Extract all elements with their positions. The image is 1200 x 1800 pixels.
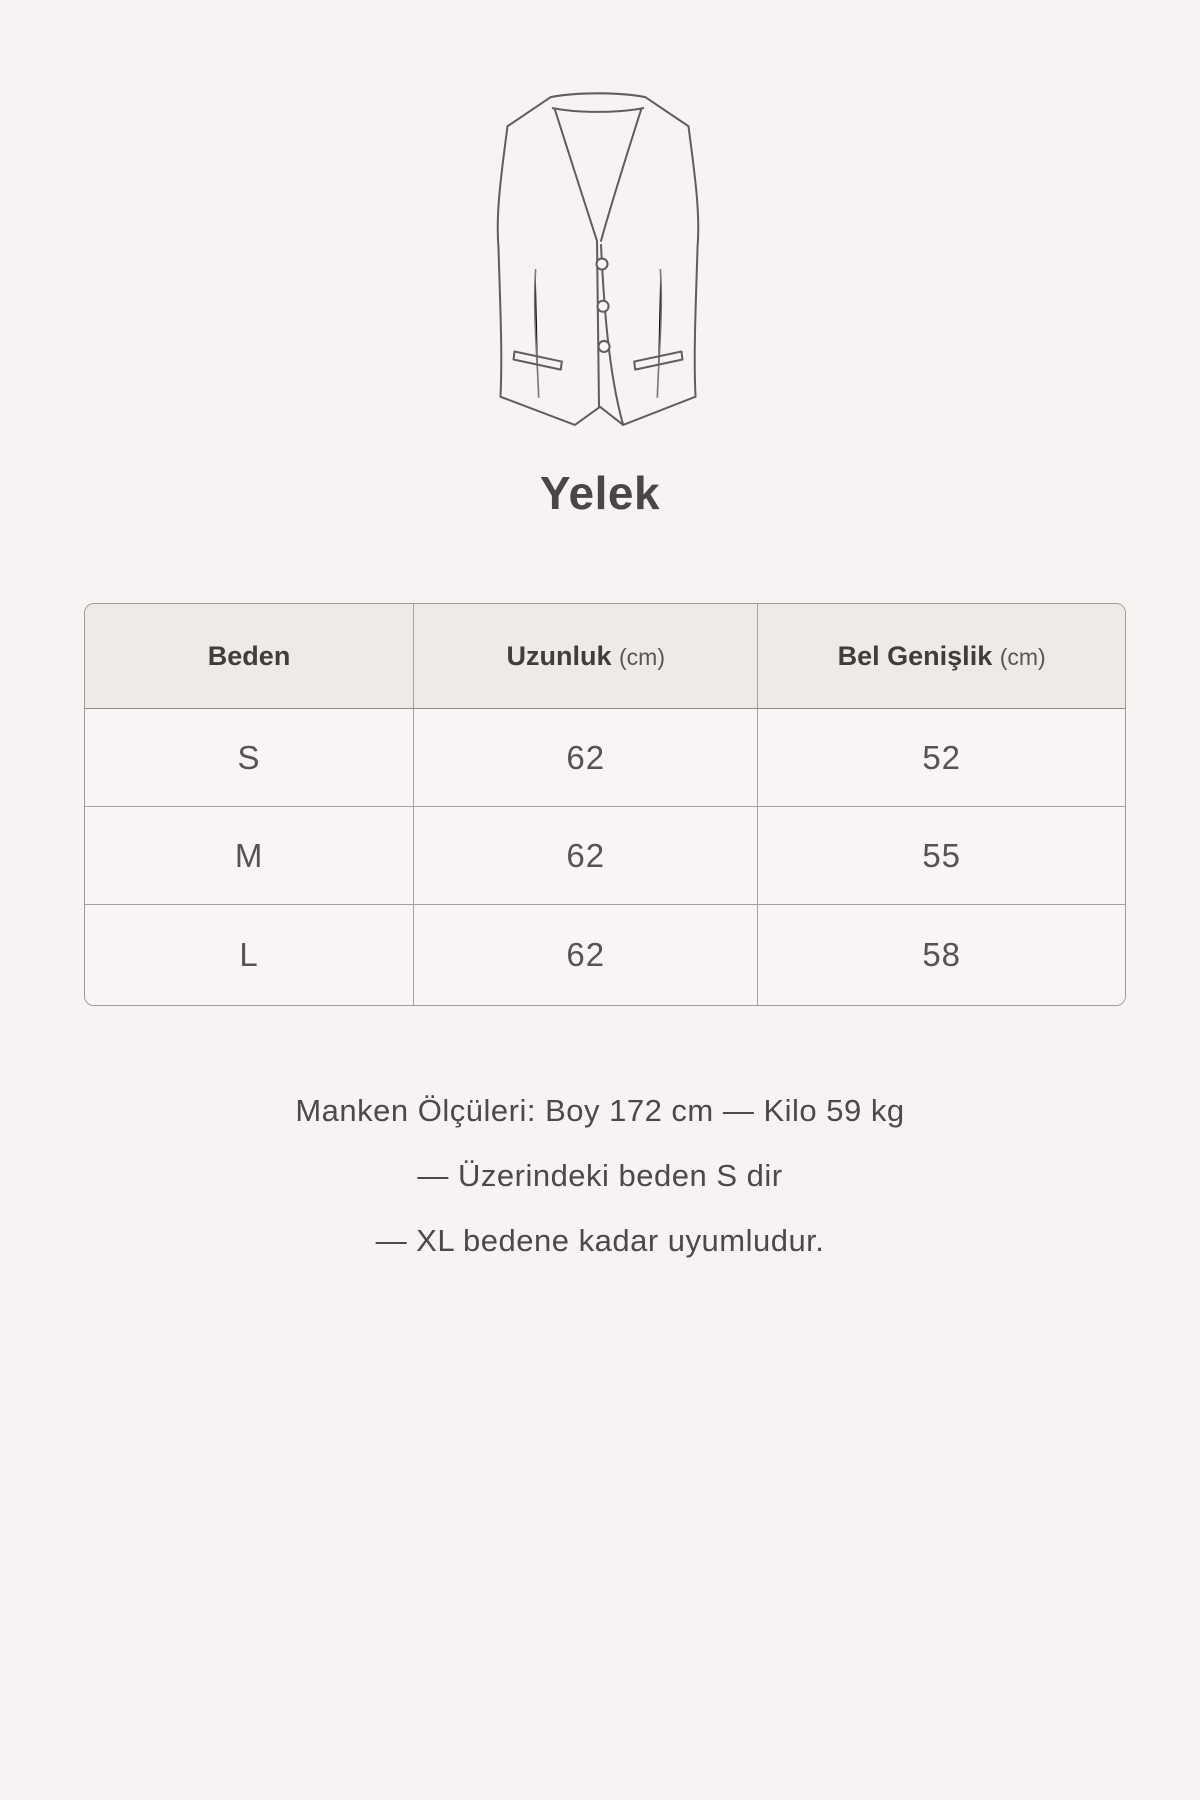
vest-icon (483, 82, 713, 442)
model-size-note: — Üzerindeki beden S dir (417, 1158, 783, 1193)
header-unit: (cm) (999, 643, 1046, 670)
fit-notes (0, 1078, 1200, 1273)
fit-range-note: — XL bedene kadar uyumludur. (375, 1223, 825, 1258)
header-label: Uzunluk (506, 640, 612, 671)
size-cell: L (85, 905, 414, 1006)
header-label: Bel Genişlik (837, 640, 993, 671)
table-header-row (85, 604, 1125, 709)
table-row-l (85, 905, 1125, 1006)
table-row-s (85, 709, 1125, 807)
table-row-m (85, 807, 1125, 905)
header-cell-length (414, 604, 758, 709)
header-cell-size (85, 604, 414, 709)
waist-cell: 58 (758, 905, 1125, 1006)
size-cell: M (85, 807, 414, 905)
size-table (84, 603, 1126, 1006)
model-measurements-note: Manken Ölçüleri: Boy 172 cm — Kilo 59 kg (295, 1093, 905, 1128)
length-cell: 62 (414, 807, 758, 905)
waist-cell: 52 (758, 709, 1125, 807)
header-unit: (cm) (619, 643, 665, 670)
waist-cell: 55 (758, 807, 1125, 905)
header-label: Beden (207, 640, 291, 671)
header-cell-waist (758, 604, 1125, 709)
length-cell: 62 (414, 709, 758, 807)
page-title: Yelek (539, 467, 661, 519)
vest-illustration (483, 82, 713, 442)
size-cell: S (85, 709, 414, 807)
length-cell: 62 (414, 905, 758, 1006)
